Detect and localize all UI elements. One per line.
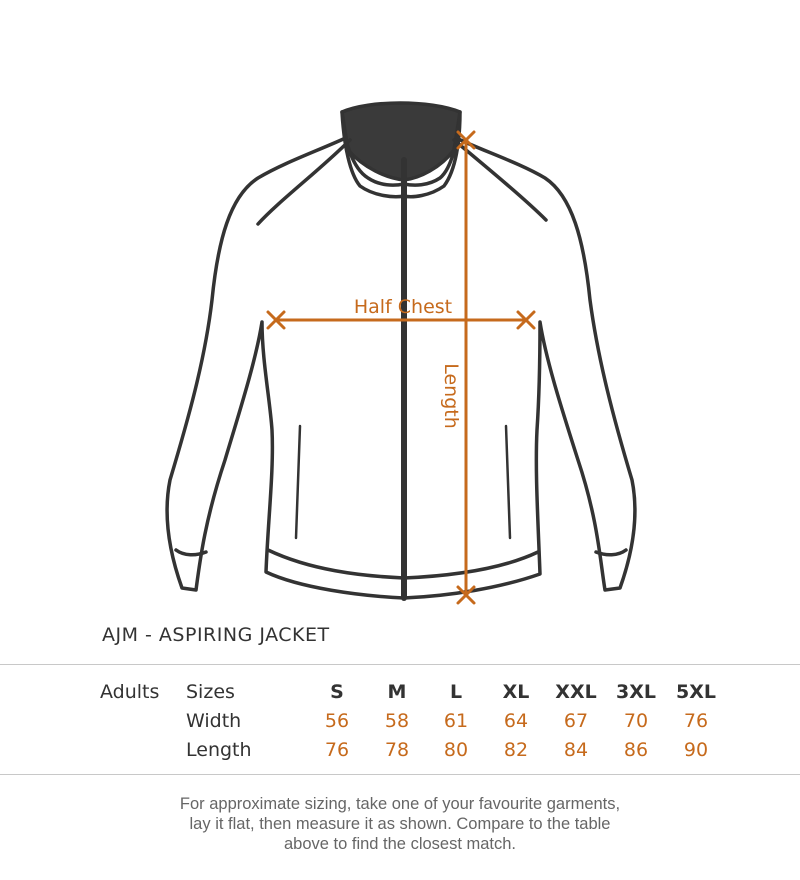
sizing-instructions [0,794,800,854]
table-bottom-divider [0,774,800,775]
instruction-line: For approximate sizing, take one of your favourite garments, [179,795,621,813]
length-value: 78 [384,739,410,761]
instruction-line: above to find the closest match. [283,835,517,853]
width-value: 76 [683,710,709,732]
length-value: 90 [683,739,709,761]
width-value: 64 [503,710,529,732]
size-header-5xl: 5XL [676,681,716,703]
size-table [0,676,800,768]
length-value: 76 [324,739,350,761]
half-chest-label: Half Chest [353,296,453,318]
length-value: 80 [443,739,469,761]
width-row-label: Width [186,710,242,732]
width-value: 58 [384,710,410,732]
length-label: Length [440,363,462,429]
size-header-xxl: XXL [555,681,597,703]
size-header-l: L [449,681,463,703]
size-header-3xl: 3XL [616,681,656,703]
product-title: AJM - ASPIRING JACKET [102,624,330,646]
table-top-divider [0,664,800,665]
size-header-xl: XL [502,681,530,703]
width-value: 67 [563,710,589,732]
width-value: 70 [623,710,649,732]
jacket-outline [167,103,635,598]
group-label: Adults [100,681,160,703]
length-value: 82 [503,739,529,761]
instruction-line: lay it flat, then measure it as shown. Compare to the table [189,815,611,833]
sizes-header-label: Sizes [186,681,235,703]
length-value: 84 [563,739,589,761]
size-header-s: S [330,681,344,703]
length-row-label: Length [186,739,252,761]
width-value: 61 [443,710,469,732]
size-header-m: M [387,681,407,703]
width-value: 56 [324,710,350,732]
length-value: 86 [623,739,649,761]
